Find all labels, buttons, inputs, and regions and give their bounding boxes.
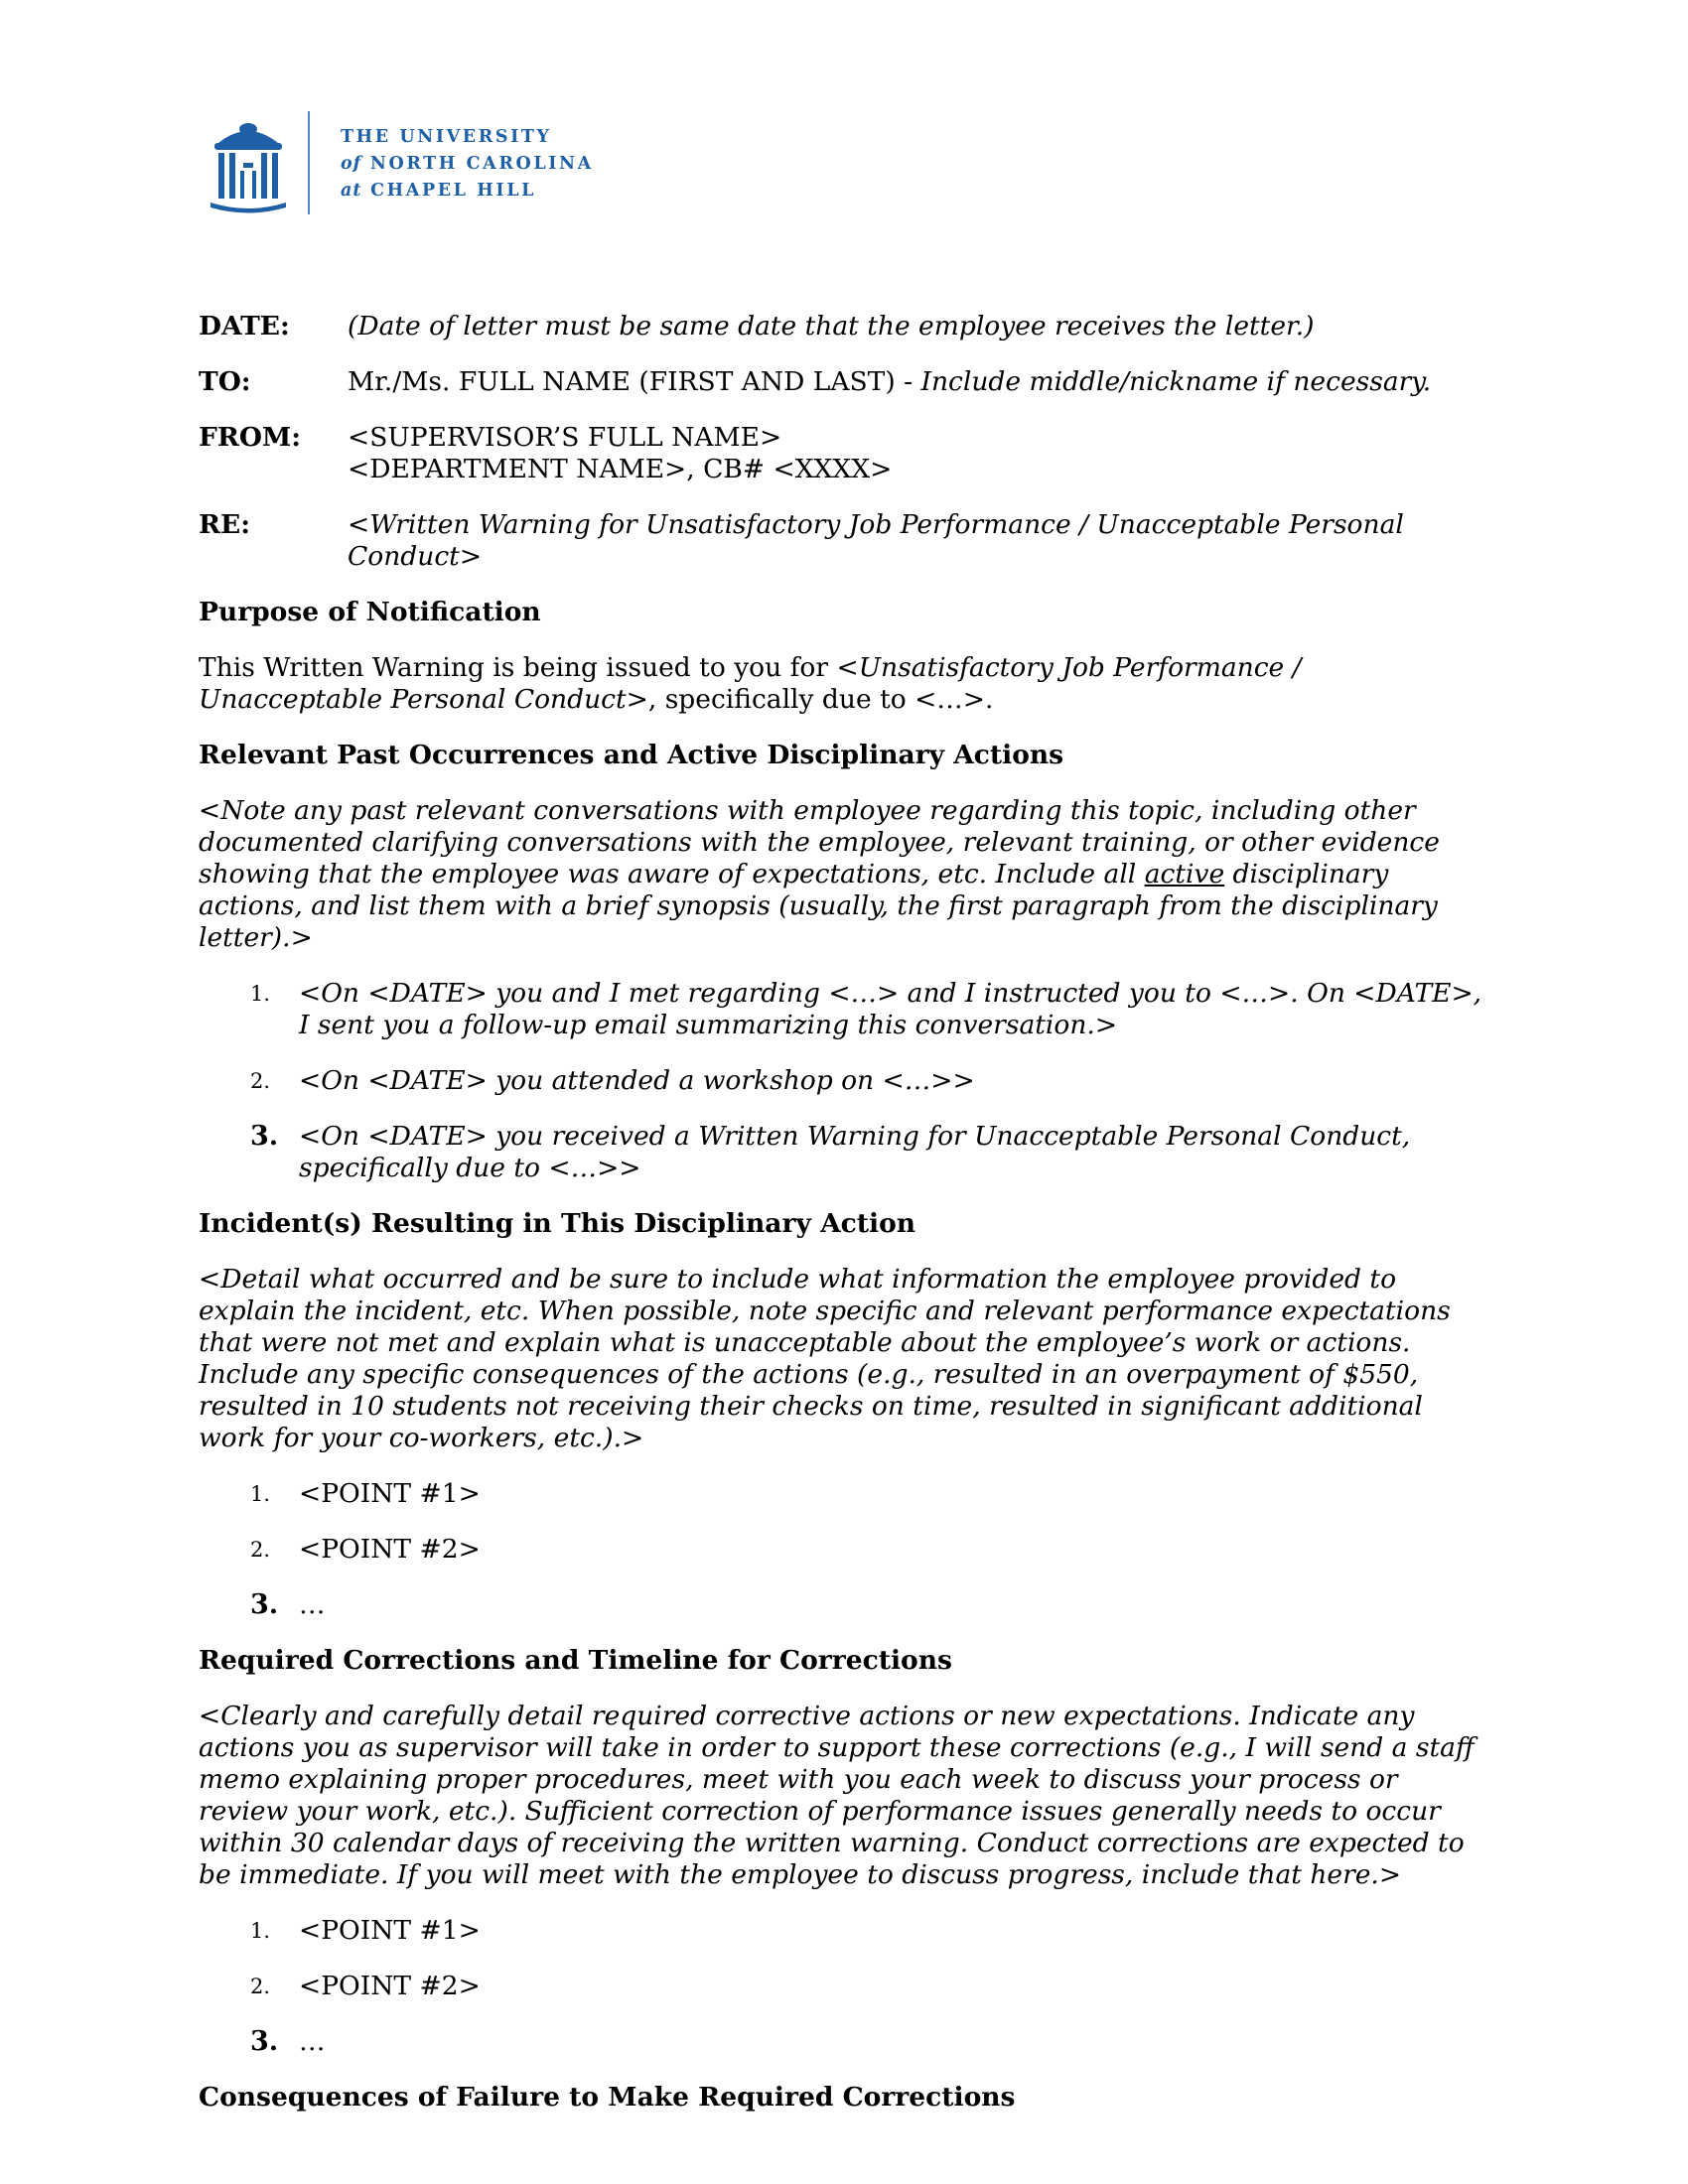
line3-text: CHAPEL HILL xyxy=(370,181,537,201)
university-name-line1: THE UNIVERSITY xyxy=(341,127,552,147)
item-number: 2. xyxy=(250,1975,271,1998)
item-text: <POINT #2> xyxy=(299,1971,481,2001)
university-name xyxy=(341,124,594,205)
list-item xyxy=(199,1971,1489,2002)
re-row xyxy=(199,509,1489,573)
university-name-line3 xyxy=(341,178,594,205)
past-note-part2: disciplinary actions, and list them with a brief synopsis (usually, the first paragraph from the disciplinary letter).> xyxy=(199,859,1438,953)
date-label: DATE: xyxy=(199,311,290,341)
from-row xyxy=(199,422,1489,485)
item-text: … xyxy=(299,2026,326,2057)
letterhead-divider xyxy=(308,111,310,214)
list-item xyxy=(199,1589,1489,1621)
old-well-icon xyxy=(211,119,286,214)
purpose-text-prefix: This Written Warning is being issued to you for < xyxy=(199,652,859,683)
incidents-list xyxy=(199,1478,1489,1621)
corrections-list xyxy=(199,1915,1489,2058)
re-value: <Written Warning for Unsatisfactory Job Performance / Unacceptable Personal Conduct> xyxy=(348,509,1404,572)
past-note-part1: <Note any past relevant conversations with employee regarding this topic, including other documented clarifying conversations with the employee, relevant training, or other evidence showing that the employee was aware of expectations, etc. Include all xyxy=(199,795,1440,889)
list-item xyxy=(199,1065,1489,1097)
re-label: RE: xyxy=(199,509,251,540)
date-value: (Date of letter must be same date that the employee receives the letter.) xyxy=(348,311,1315,341)
list-item xyxy=(199,1121,1489,1184)
line2-prefix: of xyxy=(341,154,362,174)
list-item xyxy=(199,978,1489,1041)
item-number: 1. xyxy=(250,1919,271,1943)
section-heading-incidents: Incident(s) Resulting in This Disciplinary Action xyxy=(199,1208,916,1239)
from-label: FROM: xyxy=(199,422,302,453)
to-label: TO: xyxy=(199,366,251,397)
item-number: 2. xyxy=(250,1538,271,1562)
list-item xyxy=(199,2026,1489,2058)
list-item xyxy=(199,1915,1489,1947)
to-note: Include middle/nickname if necessary. xyxy=(920,366,1432,397)
to-name: Mr./Ms. FULL NAME (FIRST AND LAST) - xyxy=(348,366,921,397)
item-number: 1. xyxy=(250,982,271,1006)
to-value xyxy=(348,366,1489,398)
university-letterhead xyxy=(211,107,628,216)
past-note xyxy=(199,795,1489,954)
university-name-line2 xyxy=(341,151,594,178)
item-text: <POINT #1> xyxy=(299,1915,481,1946)
item-number: 2. xyxy=(250,1069,271,1093)
letter-body xyxy=(199,311,1489,2137)
item-text: <On <DATE> you attended a workshop on <…>> xyxy=(299,1065,975,1096)
to-row xyxy=(199,366,1489,398)
item-text: <On <DATE> you and I met regarding <…> and I instructed you to <…>. On <DATE>, I sent you a follow-up email summarizing this conversation.> xyxy=(299,978,1482,1040)
from-supervisor: <SUPERVISOR’S FULL NAME> xyxy=(348,422,782,453)
list-item xyxy=(199,1478,1489,1510)
item-number: 3. xyxy=(250,2026,279,2057)
section-heading-corrections: Required Corrections and Timeline for Corrections xyxy=(199,1645,952,1676)
from-value xyxy=(348,422,1489,485)
date-row xyxy=(199,311,1489,342)
section-heading-past: Relevant Past Occurrences and Active Disciplinary Actions xyxy=(199,740,1064,770)
incidents-note: <Detail what occurred and be sure to include what information the employee provided to explain the incident, etc. When possible, note specific and relevant performance expectations that were not met and explain what is unacceptable about the employee’s work or actions. Include any specific consequences of the actions (e.g., resulted in an overpayment of $550, resulted in 10 students not receiving their checks on time, resulted in significant additional work for your co-workers, etc.).> xyxy=(199,1264,1451,1453)
section-heading-purpose: Purpose of Notification xyxy=(199,597,541,627)
section-heading-consequences: Consequences of Failure to Make Required Corrections xyxy=(199,2082,1016,2113)
purpose-paragraph xyxy=(199,652,1489,716)
purpose-text-italic: Unsatisfactory Job Performance / Unacceptable Personal Conduct xyxy=(199,652,1302,715)
from-department: <DEPARTMENT NAME>, CB# <XXXX> xyxy=(348,454,893,484)
item-number: 3. xyxy=(250,1589,279,1620)
item-text: … xyxy=(299,1589,326,1620)
line2-text: NORTH CAROLINA xyxy=(369,154,594,174)
line3-prefix: at xyxy=(341,181,362,201)
item-text: <POINT #1> xyxy=(299,1478,481,1509)
corrections-note: <Clearly and carefully detail required corrective actions or new expectations. Indicate any actions you as supervisor will take in order to support these corrections (e.g., I will send a staff memo explaining proper procedures, meet with you each week to discuss your process or review your work, etc.). Sufficient correction of performance issues generally needs to occur within 30 calendar days of receiving the written warning. Conduct corrections are expected to be immediate. If you will meet with the employee to discuss progress, include that here.> xyxy=(199,1701,1475,1890)
past-list xyxy=(199,978,1489,1184)
item-number: 1. xyxy=(250,1482,271,1506)
past-note-underlined: active xyxy=(1144,859,1225,889)
list-item xyxy=(199,1534,1489,1566)
item-number: 3. xyxy=(250,1121,279,1152)
item-text: <POINT #2> xyxy=(299,1534,481,1565)
purpose-text-suffix: >, specifically due to <…>. xyxy=(626,684,994,715)
item-text: <On <DATE> you received a Written Warning for Unacceptable Personal Conduct, specifically due to <…>> xyxy=(299,1121,1411,1183)
